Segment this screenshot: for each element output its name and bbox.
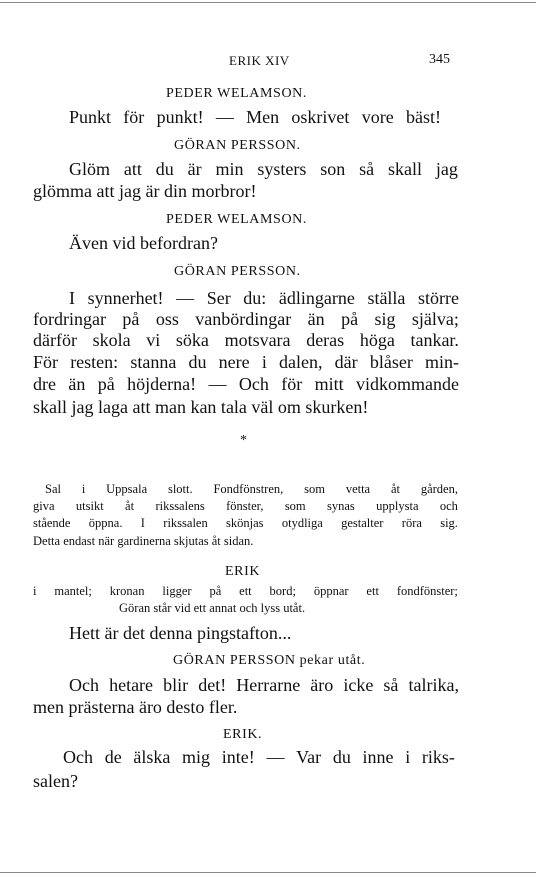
- running-title: ERIK XIV: [229, 53, 290, 68]
- stage-direction-line: i mantel; kronan ligger på ett bord; öppnar ett fondfönster;: [33, 584, 458, 598]
- speech-line: Och de älska mig inte! — Var du inne i riks-: [63, 747, 455, 767]
- speaker-name: ERIK.: [223, 727, 263, 742]
- speech-line: fordringar på oss vanbördingar än på sig själva;: [33, 309, 459, 329]
- speech-line: Punkt för punkt! — Men oskrivet vore bäst!: [69, 107, 441, 127]
- speech-line: Hett är det denna pingstafton...: [69, 623, 292, 643]
- stage-direction-line: stående öppna. I rikssalen skönjas otydliga gestalter röra sig.: [33, 516, 458, 530]
- speech-line: dre än på höjderna! — Och för mitt vidkommande: [33, 374, 459, 394]
- speaker-name: GÖRAN PERSSON.: [174, 264, 301, 279]
- speaker-name: GÖRAN PERSSON pekar utåt.: [173, 653, 366, 668]
- speaker-name: ERIK: [225, 564, 261, 579]
- speech-line: salen?: [33, 771, 78, 791]
- top-rule: [0, 2, 536, 3]
- speaker-name: PEDER WELAMSON.: [166, 86, 307, 101]
- speech-line: Även vid befordran?: [69, 233, 218, 253]
- speaker-name: PEDER WELAMSON.: [166, 212, 307, 227]
- speech-line: skall jag laga att man kan tala väl om skurken!: [33, 397, 369, 417]
- speech-line: Och hetare blir det! Herrarne äro icke så talrika,: [69, 675, 459, 695]
- speech-line: glömma att jag är din morbror!: [33, 181, 257, 201]
- speech-line: Glöm att du är min systers son så skall jag: [69, 159, 458, 179]
- speech-line: men prästerna äro desto fler.: [33, 697, 238, 717]
- stage-direction-line: Göran står vid ett annat och lyss utåt.: [119, 601, 306, 615]
- bottom-rule: [0, 872, 536, 873]
- speaker-name: GÖRAN PERSSON.: [174, 138, 301, 153]
- speech-line: därför skola vi söka motsvara deras höga tankar.: [33, 330, 459, 350]
- scene-divider-asterisk: *: [240, 433, 247, 448]
- speech-line: För resten: stanna du nere i dalen, där blåser min-: [33, 352, 459, 372]
- stage-direction-line: Detta endast när gardinerna skjutas åt sidan.: [33, 534, 254, 548]
- speech-line: I synnerhet! — Ser du: ädlingarne ställa större: [69, 288, 459, 308]
- page-number: 345: [429, 52, 450, 67]
- stage-direction-line: giva utsikt åt rikssalens fönster, som synas upplysta och: [33, 499, 458, 513]
- stage-direction-line: Sal i Uppsala slott. Fondfönstren, som vetta åt gården,: [45, 482, 458, 496]
